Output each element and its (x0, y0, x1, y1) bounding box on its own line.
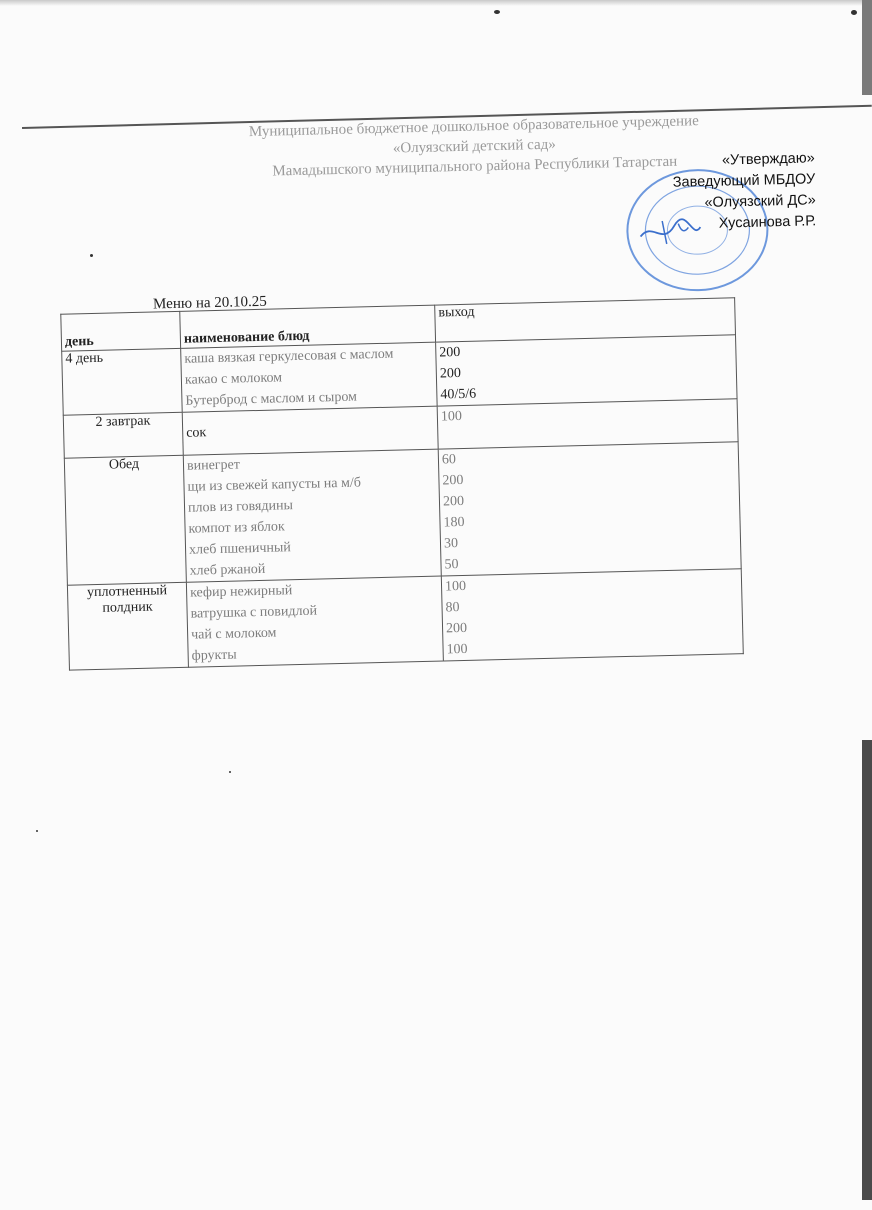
dish-output: 180 (443, 514, 465, 531)
scan-speck (494, 10, 500, 14)
scan-speck (851, 10, 857, 15)
approval-title: «Утверждаю» (721, 150, 815, 169)
dish-name: компот из яблок (188, 519, 285, 537)
menu-section-lunch (64, 442, 741, 585)
section-outputs (441, 569, 743, 661)
section-outputs (437, 399, 738, 449)
approval-institution: «Олуязский ДС» (704, 192, 816, 211)
dish-name: хлеб ржаной (189, 561, 266, 579)
dish-output: 200 (439, 345, 461, 361)
approval-block (615, 148, 817, 237)
dish-output: 100 (440, 408, 463, 425)
dish-name: каша вязкая геркулесовая с маслом (184, 346, 394, 367)
section-dishes (183, 449, 441, 582)
dish-output: 100 (446, 641, 468, 658)
section-dishes (181, 342, 437, 412)
dish-name: какао с молоком (184, 370, 283, 388)
dish-output: 60 (441, 452, 457, 468)
approval-name: Хусаинова Р.Р. (718, 213, 817, 232)
menu-section-afternoon-snack (67, 569, 743, 670)
dish-name: кефир нежирный (189, 583, 293, 601)
dish-name: винегрет (186, 457, 241, 474)
dish-output: 50 (444, 557, 459, 573)
organization-line-1: Муниципальное бюджетное дошкольное образовательное учреждение (248, 113, 699, 141)
dish-name: фрукты (191, 647, 237, 664)
dish-name: чай с молоком (190, 625, 277, 643)
organization-line-2: «Олуязский детский сад» (392, 136, 556, 157)
section-day-label: 4 день (62, 348, 183, 415)
section-dishes (186, 576, 443, 667)
menu-title: Меню на 20.10.25 (152, 293, 267, 313)
dish-output: 200 (439, 366, 462, 382)
dish-name: Бутерброд с маслом и сыром (185, 389, 358, 409)
dish-name: хлеб пшеничный (188, 540, 291, 558)
organization-line-3: Мамадышского муниципального района Республики Татарстан (272, 153, 678, 180)
dish-output: 30 (443, 536, 459, 552)
scan-speck (90, 254, 93, 257)
header-dish: наименование блюд (180, 305, 436, 348)
section-day-label: уплотненный полдник (67, 582, 188, 670)
section-outputs (438, 442, 741, 576)
dish-output: 100 (444, 578, 467, 595)
approval-position: Заведующий МБДОУ (672, 171, 816, 191)
header-output: выход (435, 298, 736, 342)
section-day-label: Обед (64, 455, 186, 585)
dish-name: плов из говядины (187, 498, 294, 516)
scan-speck (229, 771, 231, 773)
dish-output: 200 (445, 620, 468, 637)
scan-speck (36, 830, 38, 832)
dish-output: 40/5/6 (440, 386, 477, 403)
section-outputs (436, 335, 737, 406)
menu-table (60, 297, 744, 670)
dish-output: 200 (442, 472, 464, 489)
section-day-label: 2 завтрак (63, 412, 183, 458)
section-dishes (182, 406, 438, 455)
dish-output: 80 (445, 600, 460, 616)
dish-output: 200 (442, 493, 465, 510)
dish-name: ватрушка с повидлой (190, 603, 318, 622)
dish-name: щи из свежей капусты на м/б (187, 475, 362, 495)
header-day: день (61, 311, 181, 351)
dish-name: сок (186, 425, 207, 441)
